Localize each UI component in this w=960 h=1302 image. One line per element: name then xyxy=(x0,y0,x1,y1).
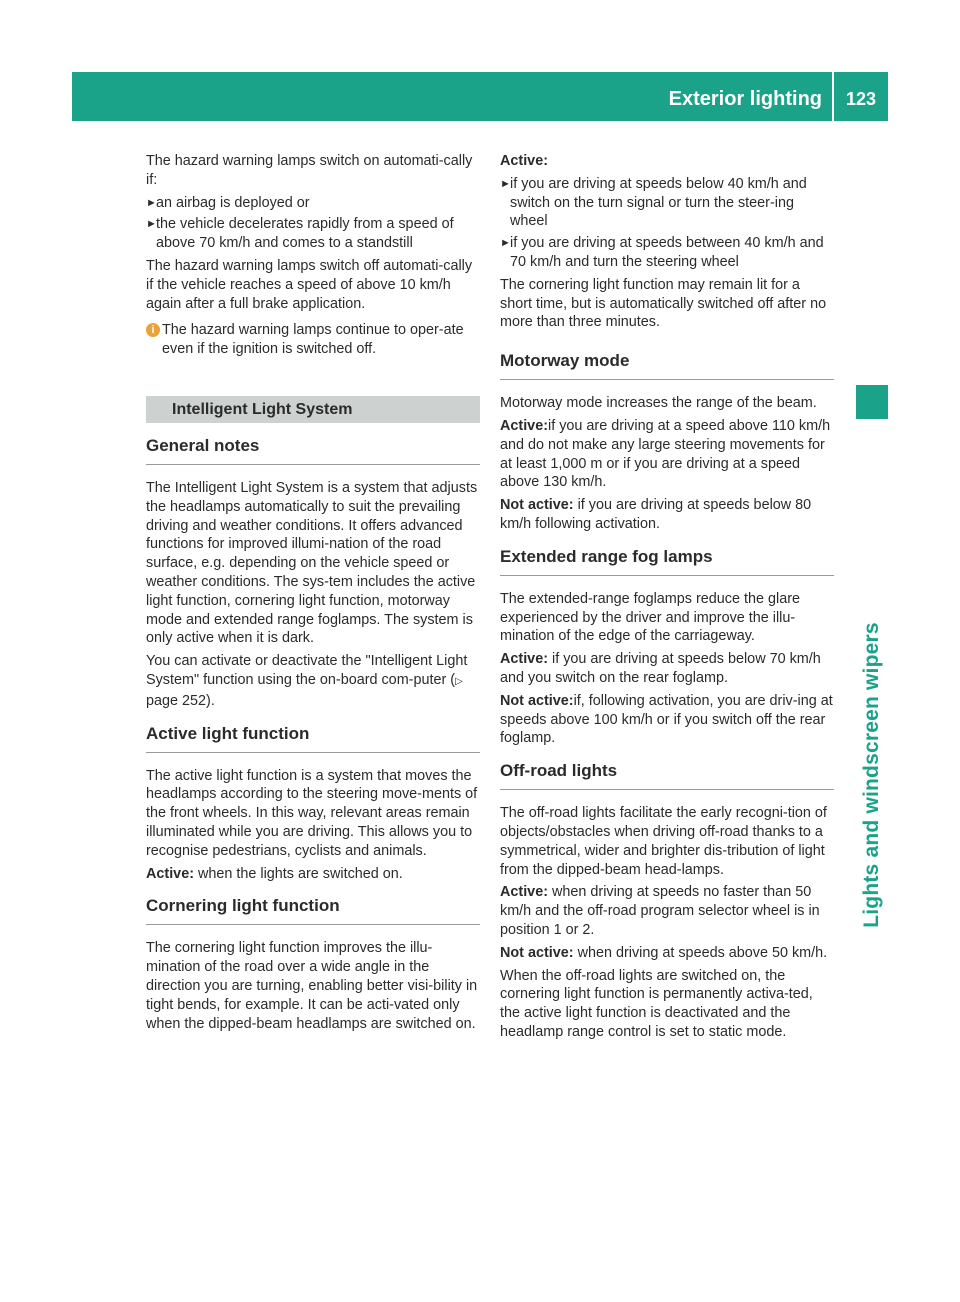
list-item: ► if you are driving at speeds between 40 km/h and 70 km/h and turn the steering wheel xyxy=(500,235,824,270)
hazard-intro: The hazard warning lamps switch on automati-cally if: xyxy=(146,153,473,188)
page-reference-arrow-icon: ▷ xyxy=(455,675,463,687)
header-separator xyxy=(832,72,834,121)
section-title: Exterior lighting xyxy=(668,88,822,110)
page-reference-link[interactable]: page 252). xyxy=(146,692,215,709)
motorway-not-active: Not active: if you are driving at speeds below 80 km/h following activation. xyxy=(500,497,812,532)
cornering-active-list xyxy=(500,175,834,272)
left-column xyxy=(146,152,480,1037)
page-number: 123 xyxy=(845,89,877,109)
info-note: i The hazard warning lamps continue to oper-ate even if the ignition is switched off. xyxy=(146,321,480,359)
list-item: ► the vehicle decelerates rapidly from a speed of above 70 km/h and comes to a standstill xyxy=(146,216,454,252)
offroad-text: The off-road lights facilitate the early recogni-tion of objects/obstacles when driving off-road thanks to a symmetrical, wider and brighter dis-tribution of light from the dipped-beam head-lamps. xyxy=(500,805,827,878)
hazard-bullet-list xyxy=(146,194,480,253)
active-light-text: The active light function is a system that moves the headlamps according to the steering move-ments of the front wheels. In this way, relevant areas remain illuminated while you are driving. This allows you to recognise pedestrians, cyclists and animals. xyxy=(146,767,478,859)
bullet-icon: ► xyxy=(146,218,157,231)
general-notes-onboard: You can activate or deactivate the "Intelligent Light System" function using the on-board com-puter (▷ page 252). xyxy=(146,653,468,709)
heading-cornering-light: Cornering light function xyxy=(146,895,480,925)
right-column xyxy=(500,152,834,1046)
cornering-active-label: Active: xyxy=(500,153,548,169)
fog-text: The extended-range foglamps reduce the glare experienced by the driver and improve the illu-mination of the edge of the carriageway. xyxy=(500,590,800,645)
chapter-label-text: Lights and windscreen wipers xyxy=(860,622,883,928)
heading-general-notes: General notes xyxy=(146,435,480,465)
cornering-remain-text: The cornering light function may remain lit for a short time, but is automatically switched off after no more than three minutes. xyxy=(500,276,827,331)
offroad-not-active: Not active: when driving at speeds above 50 km/h. xyxy=(500,944,828,961)
heading-active-light: Active light function xyxy=(146,723,480,753)
bullet-icon: ► xyxy=(500,237,511,250)
list-item: ► if you are driving at speeds below 40 km/h and switch on the turn signal or turn the steer-ing wheel xyxy=(500,175,807,230)
active-light-active: Active: when the lights are switched on. xyxy=(146,865,403,882)
list-item: ► an airbag is deployed or xyxy=(146,194,310,211)
hazard-off-text: The hazard warning lamps switch off automati-cally if the vehicle reaches a speed of above 10 km/h again after a full brake application. xyxy=(146,257,473,312)
offroad-last-text: When the off-road lights are switched on, the cornering light function is permanently activa-ted, the active light function is deactivated and the headlamp range control is set to static mode. xyxy=(500,967,813,1040)
section-banner: Intelligent Light System xyxy=(146,396,480,423)
info-icon: i xyxy=(146,323,160,337)
cornering-light-text: The cornering light function improves the illu-mination of the road over a wide angle in the direction you are turning, enabling better visi-bility in tight bends, for example. It can be acti-vated only when the dipped-beam headlamps are switched on. xyxy=(146,940,478,1032)
heading-extended-fog: Extended range fog lamps xyxy=(500,546,834,576)
bullet-icon: ► xyxy=(500,177,511,190)
fog-not-active: Not active:if, following activation, you are driv-ing at speeds above 100 km/h or if you switch off the rear foglamp. xyxy=(500,692,833,747)
heading-offroad-lights: Off-road lights xyxy=(500,760,834,790)
bullet-icon: ► xyxy=(146,196,157,209)
chapter-tab xyxy=(856,385,888,419)
fog-active: Active: if you are driving at speeds below 70 km/h and you switch on the rear foglamp. xyxy=(500,651,821,686)
general-notes-text: The Intelligent Light System is a system that adjusts the headlamps automatically to suit the prevailing driving and weather conditions. It offers advanced functions for improved illumi-nation of the road surface, e.g. depending on the vehicle speed or weather conditions. The sys-tem includes the active light function, cornering light function, motorway mode and extended range foglamps. The system is only active when it is dark. xyxy=(146,479,478,647)
motorway-text: Motorway mode increases the range of the beam. xyxy=(500,395,817,412)
motorway-active: Active:if you are driving at a speed above 110 km/h and do not make any large steering movements for at least 1,000 m or if you are driving at a speed above 130 km/h. xyxy=(500,417,831,491)
offroad-active: Active: when driving at speeds no faster than 50 km/h and the off-road program selector wheel is in position 1 or 2. xyxy=(500,884,820,938)
heading-motorway-mode: Motorway mode xyxy=(500,350,834,380)
